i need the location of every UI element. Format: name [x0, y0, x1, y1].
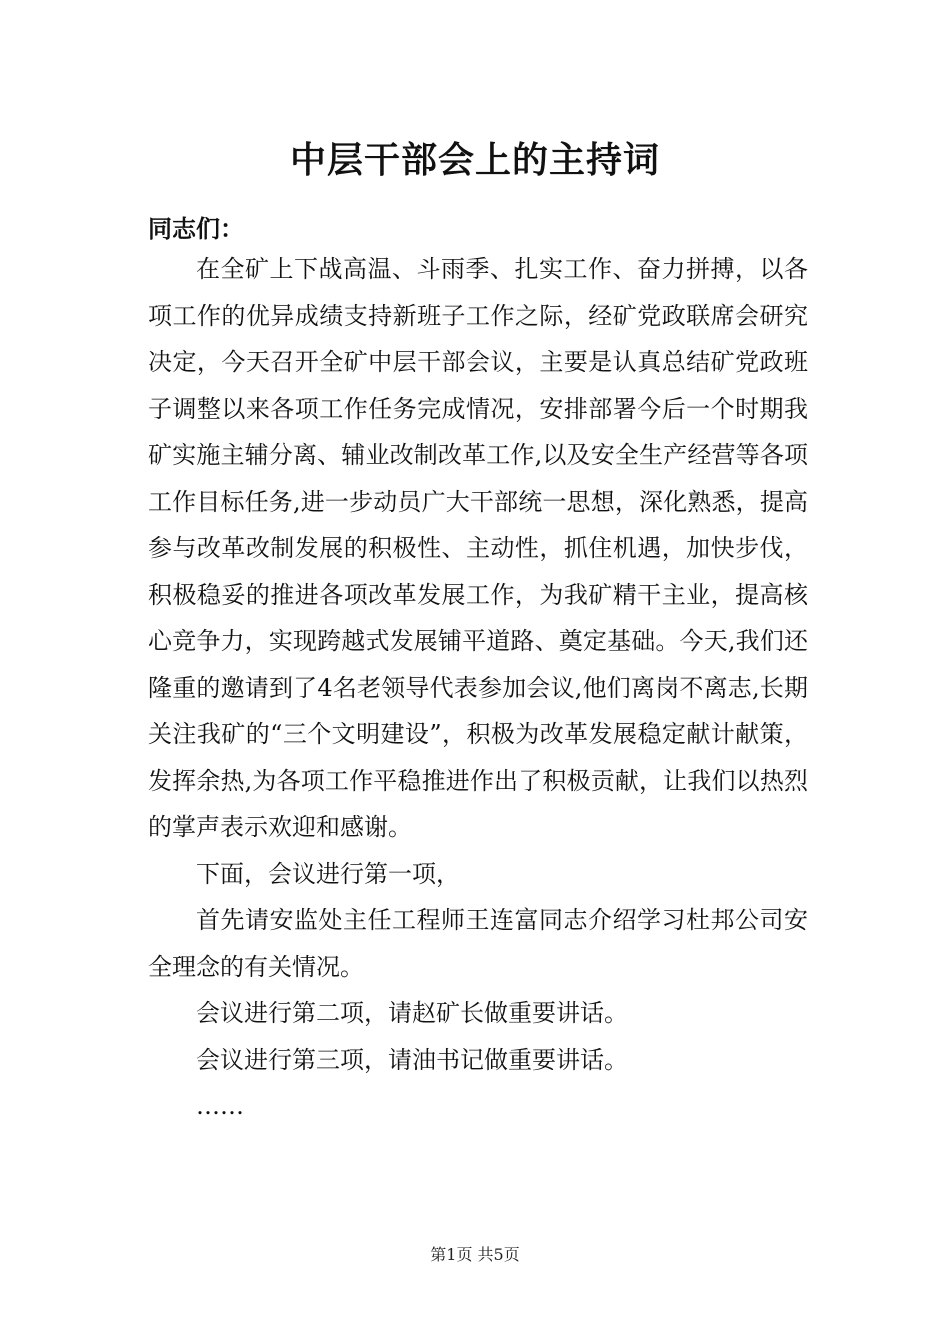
paragraph-item-2: 首先请安监处主任工程师王连富同志介绍学习杜邦公司安全理念的有关情况。 [148, 906, 808, 981]
paragraph-opening: 在全矿上下战高温、斗雨季、扎实工作、奋力拼搏，以各项工作的优异成绩支持新班子工作之际，经矿党政联席会研究决定，今天召开全矿中层干部会议，主要是认真总结矿党政班子调整以来各项工作任务完成情况，安排部署今后一个时期我矿实施主辅分离、辅业改制改革工作,以及安全生产经营等各项工作目标任务,进一步动员广大干部统一思想，深化熟悉，提高参与改革改制发展的积极性、主动性，抓住机遇，加快步伐，积极稳妥的推进各项改革发展工作，为我矿精干主业，提高核心竞争力，实现跨越式发展铺平道路、奠定基础。今天,我们还隆重的邀请到了4名老领导代表参加会议,他们离岗不离志,长期关注我矿的“三个文明建设”，积极为改革发展稳定献计献策，发挥余热,为各项工作平稳推进作出了积极贡献，让我们以热烈的掌声表示欢迎和感谢。 [148, 255, 808, 841]
paragraph-ellipsis: …… [196, 1092, 244, 1120]
salutation: 同志们： [148, 214, 244, 243]
paragraph-item-1: 下面，会议进行第一项， [196, 859, 460, 888]
document-title: 中层干部会上的主持词 [289, 139, 660, 181]
document-body [148, 246, 808, 1130]
paragraph-item-3: 会议进行第二项，请赵矿长做重要讲话。 [196, 999, 628, 1027]
page-footer-indicator: 第1页 共5页 [430, 1245, 520, 1264]
paragraph-item-4: 会议进行第三项，请油书记做重要讲话。 [196, 1045, 628, 1074]
